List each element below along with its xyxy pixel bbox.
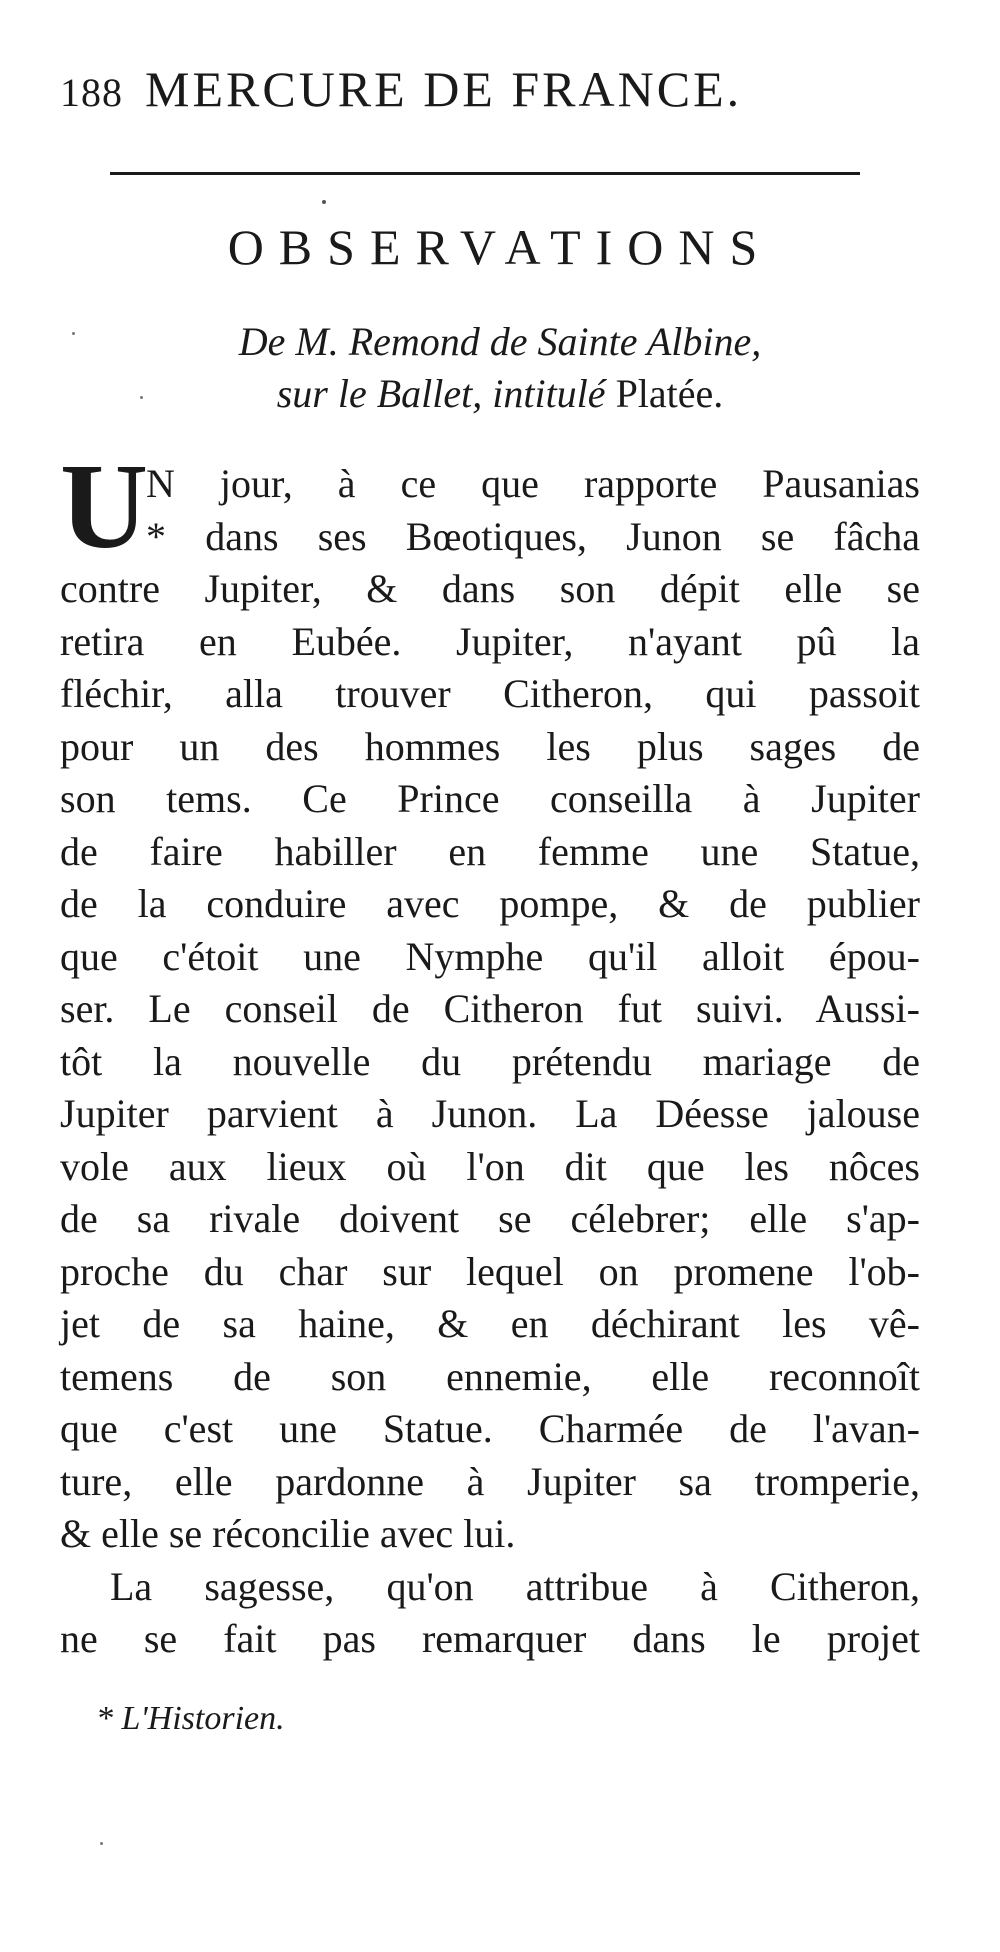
ink-speck [140, 396, 143, 399]
body-line: ne se fait pas remarquer dans le projet [60, 1616, 920, 1661]
byline-subject-roman: Platée. [615, 371, 724, 416]
body-text [60, 458, 920, 1666]
body-line: pour un des hommes les plus sages de [60, 723, 920, 769]
body-line: proche du char sur lequel on promene l'ob- [60, 1248, 920, 1294]
body-line: & elle se réconcilie avec lui. [60, 1511, 516, 1556]
ink-speck [72, 332, 75, 335]
body-line: contre Jupiter, & dans son dépit elle se [60, 566, 920, 611]
body-line: fléchir, alla trouver Citheron, qui passoit [60, 671, 920, 716]
body-line: N jour, à ce que rapporte Pausanias [146, 461, 920, 506]
byline-author: De M. Remond de Sainte Albine, [238, 319, 762, 364]
body-line: de la conduire avec pompe, & de publier [60, 881, 920, 926]
body-line: jet de sa haine, & en déchirant les vê- [60, 1301, 920, 1346]
article-title: OBSERVATIONS [227, 219, 773, 275]
body-line: ser. Le conseil de Citheron fut suivi. Aussi- [60, 986, 920, 1031]
body-line: * dans ses Bœotiques, Junon se fâcha [146, 513, 920, 559]
page-number: 188 [60, 70, 123, 115]
body-line: de sa rivale doivent se célebrer; elle s'ap- [60, 1196, 920, 1241]
byline-subject-italic: sur le Ballet, intitulé [276, 371, 606, 416]
body-line: que c'étoit une Nymphe qu'il alloit épou- [60, 933, 920, 979]
body-line: Jupiter parvient à Junon. La Déesse jalouse [60, 1091, 920, 1136]
body-line: temens de son ennemie, elle reconnoît [60, 1353, 920, 1399]
body-line: son tems. Ce Prince conseilla à Jupiter [60, 776, 920, 821]
body-line: La sagesse, qu'on attribue à Citheron, [110, 1563, 920, 1609]
ink-dot [322, 200, 326, 204]
header-rule [110, 172, 860, 175]
body-line: ture, elle pardonne à Jupiter sa tromperie, [60, 1458, 920, 1504]
body-line: vole aux lieux où l'on dit que les nôces [60, 1143, 920, 1189]
body-line: de faire habiller en femme une Statue, [60, 828, 920, 874]
byline-subject [0, 370, 1000, 417]
running-head [60, 60, 880, 118]
drop-cap: U [60, 439, 149, 574]
body-line: retira en Eubée. Jupiter, n'ayant pû la [60, 618, 920, 664]
journal-title: MERCURE DE FRANCE. [145, 61, 743, 117]
body-line: que c'est une Statue. Charmée de l'avan- [60, 1406, 920, 1451]
footnote: * L'Historien. [96, 1700, 285, 1737]
ink-speck [100, 1842, 103, 1845]
body-line: tôt la nouvelle du prétendu mariage de [60, 1038, 920, 1084]
